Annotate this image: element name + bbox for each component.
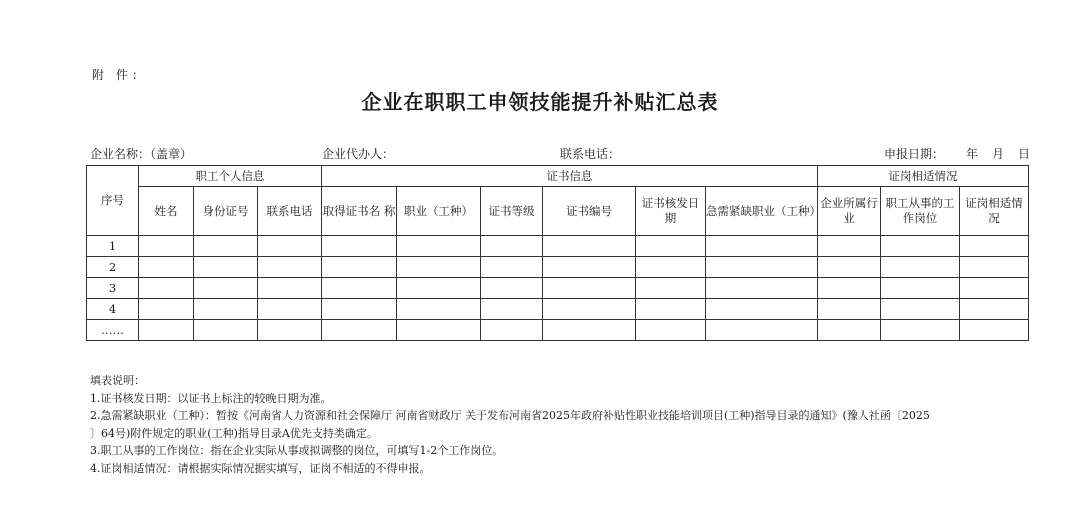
- table-cell[interactable]: [636, 257, 706, 278]
- row-seq: 2: [87, 257, 139, 278]
- table-cell[interactable]: [636, 320, 706, 341]
- table-cell[interactable]: [706, 320, 818, 341]
- table-cell[interactable]: [322, 236, 397, 257]
- table-cell[interactable]: [139, 278, 194, 299]
- header-issue-date: 证书核发日 期: [636, 187, 706, 236]
- table-cell[interactable]: [818, 236, 881, 257]
- table-cell[interactable]: [543, 320, 636, 341]
- table-cell[interactable]: [397, 320, 481, 341]
- table-cell[interactable]: [322, 320, 397, 341]
- agent-label: 企业代办人：: [322, 147, 395, 161]
- row-seq: 4: [87, 299, 139, 320]
- table-cell[interactable]: [194, 299, 258, 320]
- note-item: 2.急需紧缺职业（工种）：暂按《河南省人力资源和社会保障厅 河南省财政厅 关于发布河南省2025年政府补贴性职业技能培训项目(工种)指导目录的通知》(豫人社函〔2025: [90, 409, 930, 422]
- header-cert-level: 证书等级: [481, 187, 543, 236]
- table-cell[interactable]: [818, 299, 881, 320]
- table-cell[interactable]: [818, 278, 881, 299]
- note-item: 3.职工从事的工作岗位：指在企业实际从事或拟调整的岗位，可填写1-2个工作岗位。: [90, 444, 504, 457]
- year-label: 年: [966, 147, 979, 161]
- table-cell[interactable]: [139, 299, 194, 320]
- note-item: 〕64号)附件规定的职业(工种)指导目录A优先支持类确定。: [90, 426, 378, 440]
- day-label: 日: [1018, 147, 1031, 161]
- table-cell[interactable]: [706, 236, 818, 257]
- table-cell[interactable]: [881, 299, 960, 320]
- table-row: [87, 236, 1029, 257]
- header-post: 职工从事的工作岗位: [881, 187, 960, 236]
- table-cell[interactable]: [194, 236, 258, 257]
- table-cell[interactable]: [397, 236, 481, 257]
- row-seq: ……: [87, 320, 139, 341]
- table-cell[interactable]: [543, 236, 636, 257]
- table-cell[interactable]: [258, 299, 322, 320]
- table-cell[interactable]: [194, 278, 258, 299]
- table-cell[interactable]: [258, 278, 322, 299]
- table-cell[interactable]: [881, 236, 960, 257]
- note-item: 1.证书核发日期：以证书上标注的较晚日期为准。: [90, 391, 332, 405]
- header-cert-name: 取得证书名 称: [322, 187, 397, 236]
- table-cell[interactable]: [139, 236, 194, 257]
- date-field: [884, 145, 1030, 162]
- table-cell[interactable]: [881, 257, 960, 278]
- table-cell[interactable]: [881, 320, 960, 341]
- table-cell[interactable]: [322, 278, 397, 299]
- table-cell[interactable]: [322, 299, 397, 320]
- table-row: [87, 257, 1029, 278]
- table-cell[interactable]: [481, 278, 543, 299]
- table-cell[interactable]: [706, 278, 818, 299]
- row-seq: 3: [87, 278, 139, 299]
- table-cell[interactable]: [397, 257, 481, 278]
- table-cell[interactable]: [258, 236, 322, 257]
- table-cell[interactable]: [960, 236, 1029, 257]
- header-id-no: 身份证号: [194, 187, 258, 236]
- attachment-label: 附 件：: [92, 68, 148, 82]
- table-cell[interactable]: [706, 257, 818, 278]
- table-cell[interactable]: [139, 257, 194, 278]
- table-row: [87, 299, 1029, 320]
- table-row: [87, 320, 1029, 341]
- fill-instructions: [90, 372, 1030, 477]
- header-occupation: 职业（工种）: [397, 187, 481, 236]
- table-cell[interactable]: [481, 236, 543, 257]
- table-cell[interactable]: [543, 278, 636, 299]
- table-cell[interactable]: [258, 257, 322, 278]
- table-cell[interactable]: [481, 299, 543, 320]
- header-shortage-occupation: 急需紧缺职业（工种）: [706, 187, 818, 236]
- table-cell[interactable]: [818, 257, 881, 278]
- table-cell[interactable]: [706, 299, 818, 320]
- table-cell[interactable]: [543, 299, 636, 320]
- table-cell[interactable]: [881, 278, 960, 299]
- table-cell[interactable]: [322, 257, 397, 278]
- header-match: 证岗相适情 况: [960, 187, 1029, 236]
- month-label: 月: [992, 147, 1005, 161]
- table-cell[interactable]: [397, 299, 481, 320]
- table-cell[interactable]: [139, 320, 194, 341]
- table-cell[interactable]: [194, 320, 258, 341]
- table-cell[interactable]: [194, 257, 258, 278]
- table-cell[interactable]: [636, 299, 706, 320]
- header-cert-no: 证书编号: [543, 187, 636, 236]
- table-cell[interactable]: [636, 236, 706, 257]
- table-cell[interactable]: [960, 320, 1029, 341]
- summary-table: [86, 165, 1029, 341]
- table-cell[interactable]: [481, 320, 543, 341]
- company-name-label: 企业名称：（盖章）: [90, 147, 193, 161]
- header-group-cert: 证书信息: [322, 166, 818, 187]
- table-row: [87, 278, 1029, 299]
- page-title: 企业在职职工申领技能提升补贴汇总表: [361, 90, 719, 114]
- header-group-personal: 职工个人信息: [139, 166, 322, 187]
- header-seq: 序号: [87, 166, 139, 236]
- table-cell[interactable]: [397, 278, 481, 299]
- header-name: 姓名: [139, 187, 194, 236]
- table-cell[interactable]: [481, 257, 543, 278]
- notes-heading: 填表说明：: [90, 374, 145, 387]
- row-seq: 1: [87, 236, 139, 257]
- date-label: 申报日期：: [884, 147, 945, 161]
- table-cell[interactable]: [636, 278, 706, 299]
- header-group-match: 证岗相适情况: [818, 166, 1029, 187]
- table-cell[interactable]: [960, 299, 1029, 320]
- table-cell[interactable]: [543, 257, 636, 278]
- phone-label: 联系电话：: [560, 147, 621, 161]
- header-industry: 企业所属行 业: [818, 187, 881, 236]
- table-cell[interactable]: [818, 320, 881, 341]
- note-item: 4.证岗相适情况：请根据实际情况据实填写，证岗不相适的不得申报。: [90, 461, 431, 475]
- table-cell[interactable]: [258, 320, 322, 341]
- table-cell[interactable]: [960, 278, 1029, 299]
- table-cell[interactable]: [960, 257, 1029, 278]
- header-contact: 联系电话: [258, 187, 322, 236]
